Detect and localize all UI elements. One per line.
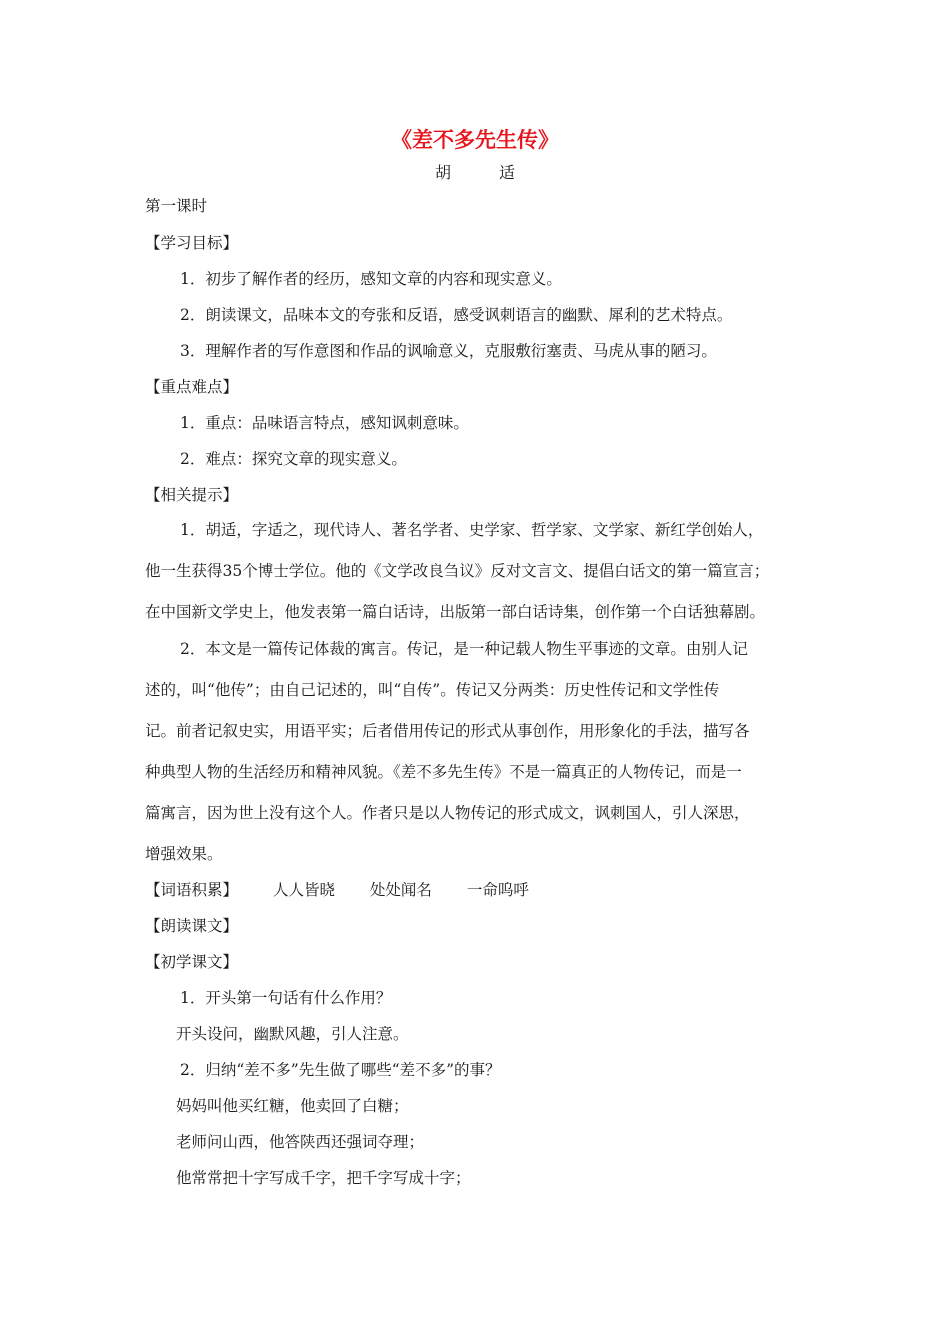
goal-item: 2．朗读课文，品味本文的夸张和反语，感受讽刺语言的幽默、犀利的艺术特点。 xyxy=(180,306,733,324)
study-answer: 妈妈叫他买红糖，他卖回了白糖； xyxy=(176,1097,409,1115)
study-question: 1．开头第一句话有什么作用？ xyxy=(180,989,392,1007)
document-title: 《差不多先生传》 xyxy=(391,128,559,152)
vocab-heading: 【词语积累】 xyxy=(145,881,239,899)
hint-paragraph-line: 2．本文是一篇传记体裁的寓言。传记，是一种记载人物生平事迹的文章。由别人记 xyxy=(180,640,748,658)
goal-item: 1．初步了解作者的经历，感知文章的内容和现实意义。 xyxy=(180,270,562,288)
keypoint-item: 1．重点：品味语言特点，感知讽刺意味。 xyxy=(180,414,469,432)
vocab-row xyxy=(145,880,559,900)
goals-heading: 【学习目标】 xyxy=(145,234,239,252)
hint-paragraph-line: 他一生获得35个博士学位。他的《文学改良刍议》反对文言文、提倡白话文的第一篇宣言； xyxy=(145,562,770,580)
reading-heading: 【朗读课文】 xyxy=(145,917,239,935)
author-name: 胡 适 xyxy=(434,163,531,182)
study-answer: 他常常把十字写成千字，把千字写成十字； xyxy=(176,1169,471,1187)
study-heading: 【初学课文】 xyxy=(145,953,239,971)
vocab-word: 人人皆晓 xyxy=(272,881,335,899)
hints-heading: 【相关提示】 xyxy=(145,486,239,504)
hint-paragraph-line: 篇寓言，因为世上没有这个人。作者只是以人物传记的形式成文，讽刺国人，引人深思， xyxy=(145,804,750,822)
study-answer: 老师问山西，他答陕西还强词夺理； xyxy=(176,1133,425,1151)
hint-paragraph-line: 在中国新文学史上，他发表第一篇白话诗，出版第一部白话诗集，创作第一个白话独幕剧。 xyxy=(145,603,766,621)
hint-paragraph-line: 记。前者记叙史实，用语平实；后者借用传记的形式从事创作，用形象化的手法，描写各 xyxy=(145,722,750,740)
vocab-word: 处处闻名 xyxy=(369,881,432,899)
study-answer: 开头设问，幽默风趣，引人注意。 xyxy=(176,1025,409,1043)
keypoints-heading: 【重点难点】 xyxy=(145,378,239,396)
hint-paragraph-line: 增强效果。 xyxy=(145,845,223,863)
vocab-word: 一命呜呼 xyxy=(466,881,529,899)
hint-paragraph-line: 1．胡适，字适之，现代诗人、著名学者、史学家、哲学家、文学家、新红学创始人， xyxy=(180,521,764,539)
lesson-label: 第一课时 xyxy=(145,197,208,215)
hint-paragraph-line: 种典型人物的生活经历和精神风貌。《差不多先生传》不是一篇真正的人物传记，而是一 xyxy=(145,763,742,781)
keypoint-item: 2．难点：探究文章的现实意义。 xyxy=(180,450,407,468)
goal-item: 3．理解作者的写作意图和作品的讽喻意义，克服敷衍塞责、马虎从事的陋习。 xyxy=(180,342,717,360)
study-question: 2．归纳“差不多”先生做了哪些“差不多”的事？ xyxy=(180,1061,501,1079)
hint-paragraph-line: 述的，叫“他传”；由自己记述的，叫“自传”。传记又分两类：历史性传记和文学性传 xyxy=(145,681,720,699)
